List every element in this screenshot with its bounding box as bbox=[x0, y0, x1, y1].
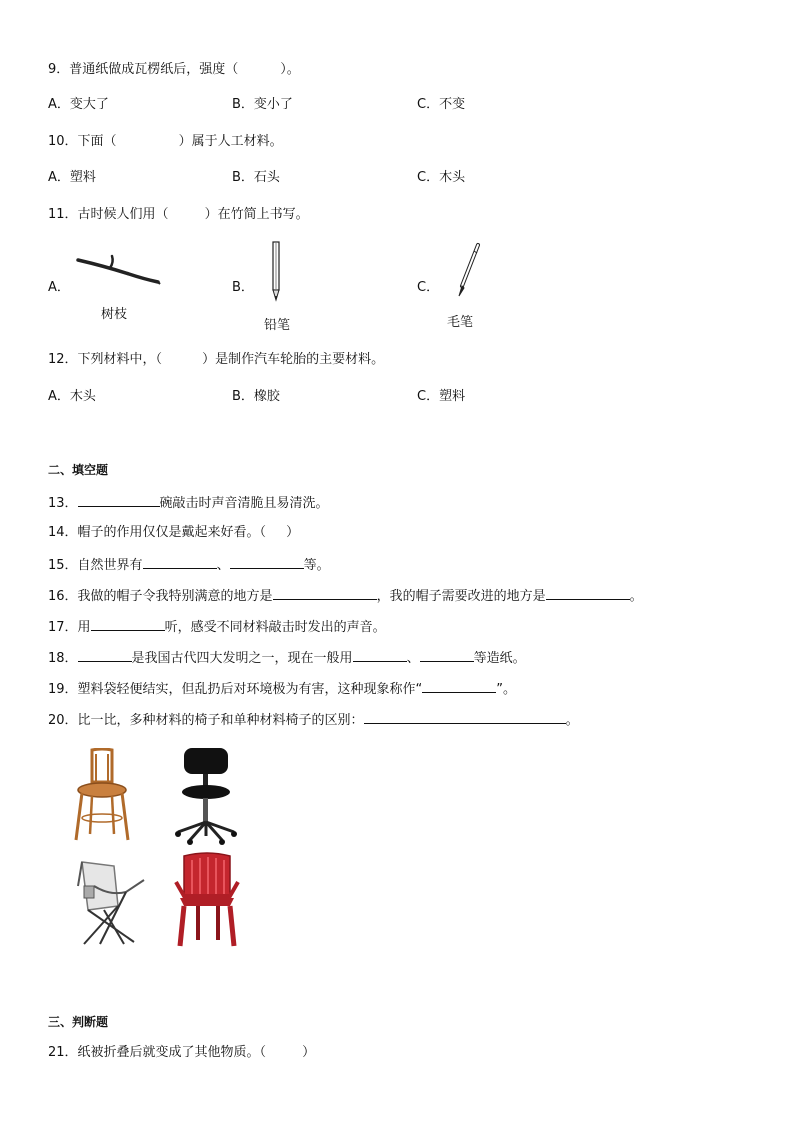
option-b[interactable]: B．橡胶 bbox=[232, 389, 280, 404]
question-15 bbox=[48, 554, 330, 576]
option-c[interactable]: C．不变 bbox=[417, 97, 466, 112]
question-11 bbox=[48, 205, 309, 225]
question-12 bbox=[48, 350, 384, 370]
brush-pen-icon bbox=[452, 242, 482, 300]
separator: 、 bbox=[406, 651, 420, 666]
option-b[interactable]: B．变小了 bbox=[232, 97, 293, 112]
answer-blank[interactable] bbox=[420, 647, 474, 662]
question-text: 比一比，多种材料的椅子和单种材料椅子的区别： bbox=[77, 713, 364, 728]
question-number: 10． bbox=[48, 134, 78, 149]
question-text-end: ） bbox=[286, 525, 300, 540]
question-18 bbox=[48, 647, 526, 669]
pencil-icon bbox=[269, 240, 283, 302]
separator: 、 bbox=[216, 558, 230, 573]
option-c[interactable]: C．木头 bbox=[417, 170, 466, 185]
question-text: 下列材料中，（ bbox=[77, 352, 163, 367]
section-title: 三、判断题 bbox=[48, 1015, 109, 1029]
question-16 bbox=[48, 585, 643, 607]
question-text: 听，感受不同材料敲击时发出的声音。 bbox=[164, 620, 386, 635]
question-number: 12． bbox=[48, 352, 78, 367]
question-text: 下面（ bbox=[77, 134, 117, 149]
question-text: 纸被折叠后就变成了其他物质。（ bbox=[77, 1045, 267, 1060]
question-text-end: ）属于人工材料。 bbox=[178, 134, 283, 149]
question-text: 用 bbox=[77, 620, 91, 635]
question-text-end: ”。 bbox=[496, 682, 517, 697]
question-number: 19． bbox=[48, 682, 78, 697]
wooden-chair-image bbox=[70, 748, 134, 844]
question-text: 塑料袋轻便结实，但乱扔后对环境极为有害，这种现象称作“ bbox=[77, 682, 423, 697]
question-text-end: ） bbox=[302, 1045, 316, 1060]
question-17 bbox=[48, 616, 386, 638]
question-19 bbox=[48, 678, 516, 700]
caption-brush: 毛笔 bbox=[447, 315, 474, 330]
answer-blank[interactable] bbox=[78, 492, 160, 507]
question-text: 普通纸做成瓦楞纸后，强度（ bbox=[69, 62, 239, 77]
answer-blank[interactable] bbox=[422, 678, 496, 693]
answer-blank[interactable] bbox=[143, 554, 217, 569]
question-number: 11． bbox=[48, 207, 78, 222]
folding-chair-image bbox=[74, 856, 152, 948]
question-text-end: ）在竹简上书写。 bbox=[204, 207, 309, 222]
question-13 bbox=[48, 492, 329, 514]
option-a[interactable]: A．变大了 bbox=[48, 97, 109, 112]
answer-blank[interactable] bbox=[78, 647, 132, 662]
option-c[interactable]: C． bbox=[417, 280, 440, 295]
answer-blank[interactable] bbox=[546, 585, 630, 600]
question-9 bbox=[48, 60, 300, 80]
question-text-end: 等。 bbox=[303, 558, 330, 573]
plastic-chair-image bbox=[172, 852, 242, 948]
question-number: 18． bbox=[48, 651, 78, 666]
branch-icon bbox=[74, 252, 164, 288]
option-b[interactable]: B． bbox=[232, 280, 254, 295]
office-chair-image bbox=[172, 746, 240, 846]
question-number: 9． bbox=[48, 62, 70, 77]
question-number: 17． bbox=[48, 620, 78, 635]
question-text-end: ）。 bbox=[280, 62, 300, 77]
option-a[interactable]: A．木头 bbox=[48, 389, 96, 404]
question-number: 16． bbox=[48, 589, 78, 604]
question-20 bbox=[48, 709, 579, 731]
answer-blank[interactable] bbox=[230, 554, 304, 569]
question-text-end: 。 bbox=[629, 589, 643, 604]
question-number: 20． bbox=[48, 713, 78, 728]
question-number: 14． bbox=[48, 525, 78, 540]
question-10 bbox=[48, 132, 283, 152]
question-text-end: 。 bbox=[565, 713, 579, 728]
option-c[interactable]: C．塑料 bbox=[417, 389, 466, 404]
option-b[interactable]: B．石头 bbox=[232, 170, 280, 185]
question-text-end: 等造纸。 bbox=[473, 651, 526, 666]
answer-blank[interactable] bbox=[273, 585, 377, 600]
question-text-end: ）是制作汽车轮胎的主要材料。 bbox=[202, 352, 385, 367]
option-a[interactable]: A． bbox=[48, 280, 70, 295]
option-a[interactable]: A．塑料 bbox=[48, 170, 96, 185]
caption-branch: 树枝 bbox=[101, 307, 128, 322]
question-14 bbox=[48, 523, 299, 543]
answer-blank[interactable] bbox=[353, 647, 407, 662]
answer-blank[interactable] bbox=[364, 709, 566, 724]
question-21 bbox=[48, 1043, 315, 1063]
answer-blank[interactable] bbox=[91, 616, 165, 631]
question-number: 15． bbox=[48, 558, 78, 573]
question-text: 古时候人们用（ bbox=[77, 207, 169, 222]
question-text: ，我的帽子需要改进的地方是 bbox=[376, 589, 546, 604]
question-text: 自然世界有 bbox=[77, 558, 143, 573]
question-text: 是我国古代四大发明之一，现在一般用 bbox=[131, 651, 353, 666]
question-text: 碗敲击时声音清脆且易清洗。 bbox=[159, 496, 329, 511]
section-title: 二、填空题 bbox=[48, 463, 109, 477]
question-text: 我做的帽子令我特别满意的地方是 bbox=[77, 589, 273, 604]
question-number: 21． bbox=[48, 1045, 78, 1060]
question-number: 13． bbox=[48, 496, 78, 511]
question-text: 帽子的作用仅仅是戴起来好看。（ bbox=[77, 525, 267, 540]
caption-pencil: 铅笔 bbox=[264, 318, 291, 333]
